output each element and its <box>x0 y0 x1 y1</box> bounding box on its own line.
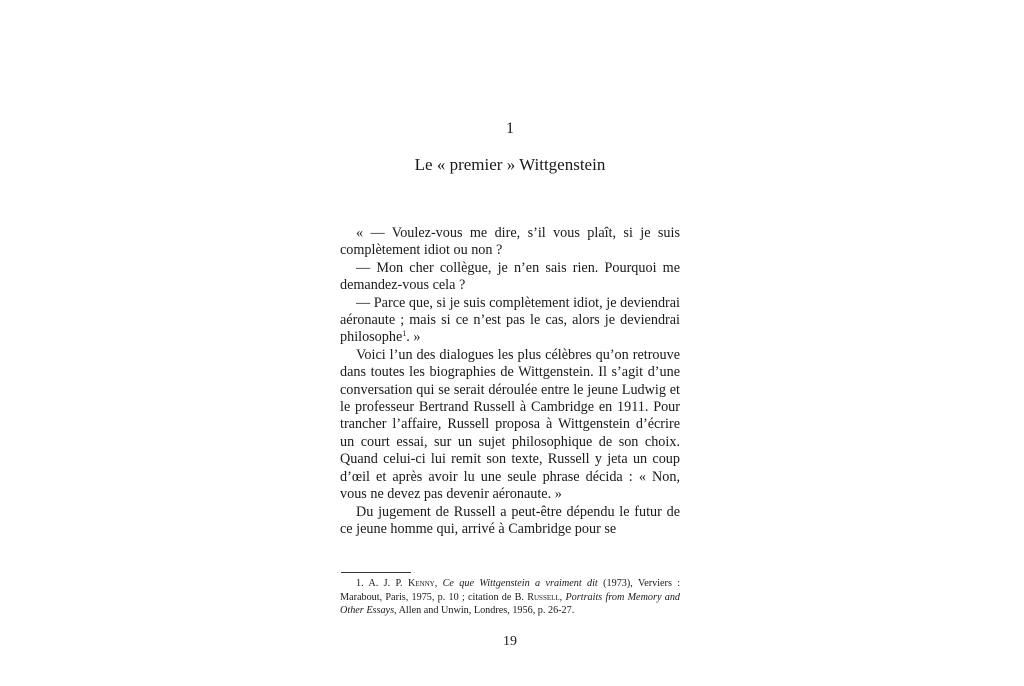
paragraph-dialogue-3-end: . » <box>406 329 421 346</box>
footnote-number: 1. <box>356 578 364 589</box>
body-text <box>340 225 680 538</box>
paragraph-dialogue-2: — Mon cher collègue, je n’en sais rien. Pourquoi me demandez-vous cela ? <box>340 259 680 294</box>
footnote-work1-title: Ce que Wittgenstein a vraiment dit <box>442 578 598 589</box>
footnote-author2-name: Russell <box>527 591 560 603</box>
chapter-title: Le « premier » Wittgenstein <box>414 155 606 174</box>
footnote-author1-initials: A. J. P. <box>368 578 403 589</box>
page-number: 19 <box>503 634 517 649</box>
footnote-author1-name: Kenny <box>407 578 435 589</box>
footnote-reference[interactable]: 1 <box>402 329 407 339</box>
footnote-work1-details: (1973), Verviers : Marabout, Paris, 1975, p. 10 ; citation de B. <box>340 578 681 603</box>
paragraph-dialogue-3 <box>340 295 680 347</box>
paragraph-narrative-2: Du jugement de Russell a peut-être dépendu le futur de ce jeune homme qui, arrivé à Cambridge pour se <box>340 503 680 537</box>
paragraph-narrative-1: Voici l’un des dialogues les plus célèbres qu’on retrouve dans toutes les biographies de Wittgenstein. Il s’agit d’une conversation qui se serait déroulée entre le jeune Ludwig et le professeur Bertrand Russell à Cambridge en 1911. Pour trancher l’affaire, Russell proposa à Wittgenstein d’écrire un court essai, sur un sujet philosophique de son choix. Quand celui-ci lui remit son texte, Russell y jeta un coup d’œil et après avoir lu une seule phrase décida : « Non, vous ne devez pas devenir aéronaute. » <box>340 346 680 503</box>
paragraph-dialogue-1: « — Voulez-vous me dire, s’il vous plaît, si je suis complètement idiot ou non ? <box>340 225 680 259</box>
footnote-divider <box>341 572 411 573</box>
footnote: 1. A. J. P. Kenny, Ce que Wittgenstein a vraiment dit (1973), Verviers : Marabout, Paris, 1975, p. 10 ; citation de B. Russell, Portraits from Memory and Other Essays, Allen and Unwin, Londres, 1956, p. 26-27. <box>340 578 681 616</box>
paragraph-dialogue-3-text: — Parce que, si je suis complètement idiot, je deviendrai aéronaute ; mais si ce n’est pas le cas, alors je deviendrai philosophe <box>340 294 680 346</box>
chapter-number: 1 <box>506 120 514 137</box>
footnote-work2-details: Allen and Unwin, Londres, 1956, p. 26-27. <box>398 605 575 616</box>
footnote-work2-title: Portraits from Memory and Other Essays, <box>340 591 681 616</box>
